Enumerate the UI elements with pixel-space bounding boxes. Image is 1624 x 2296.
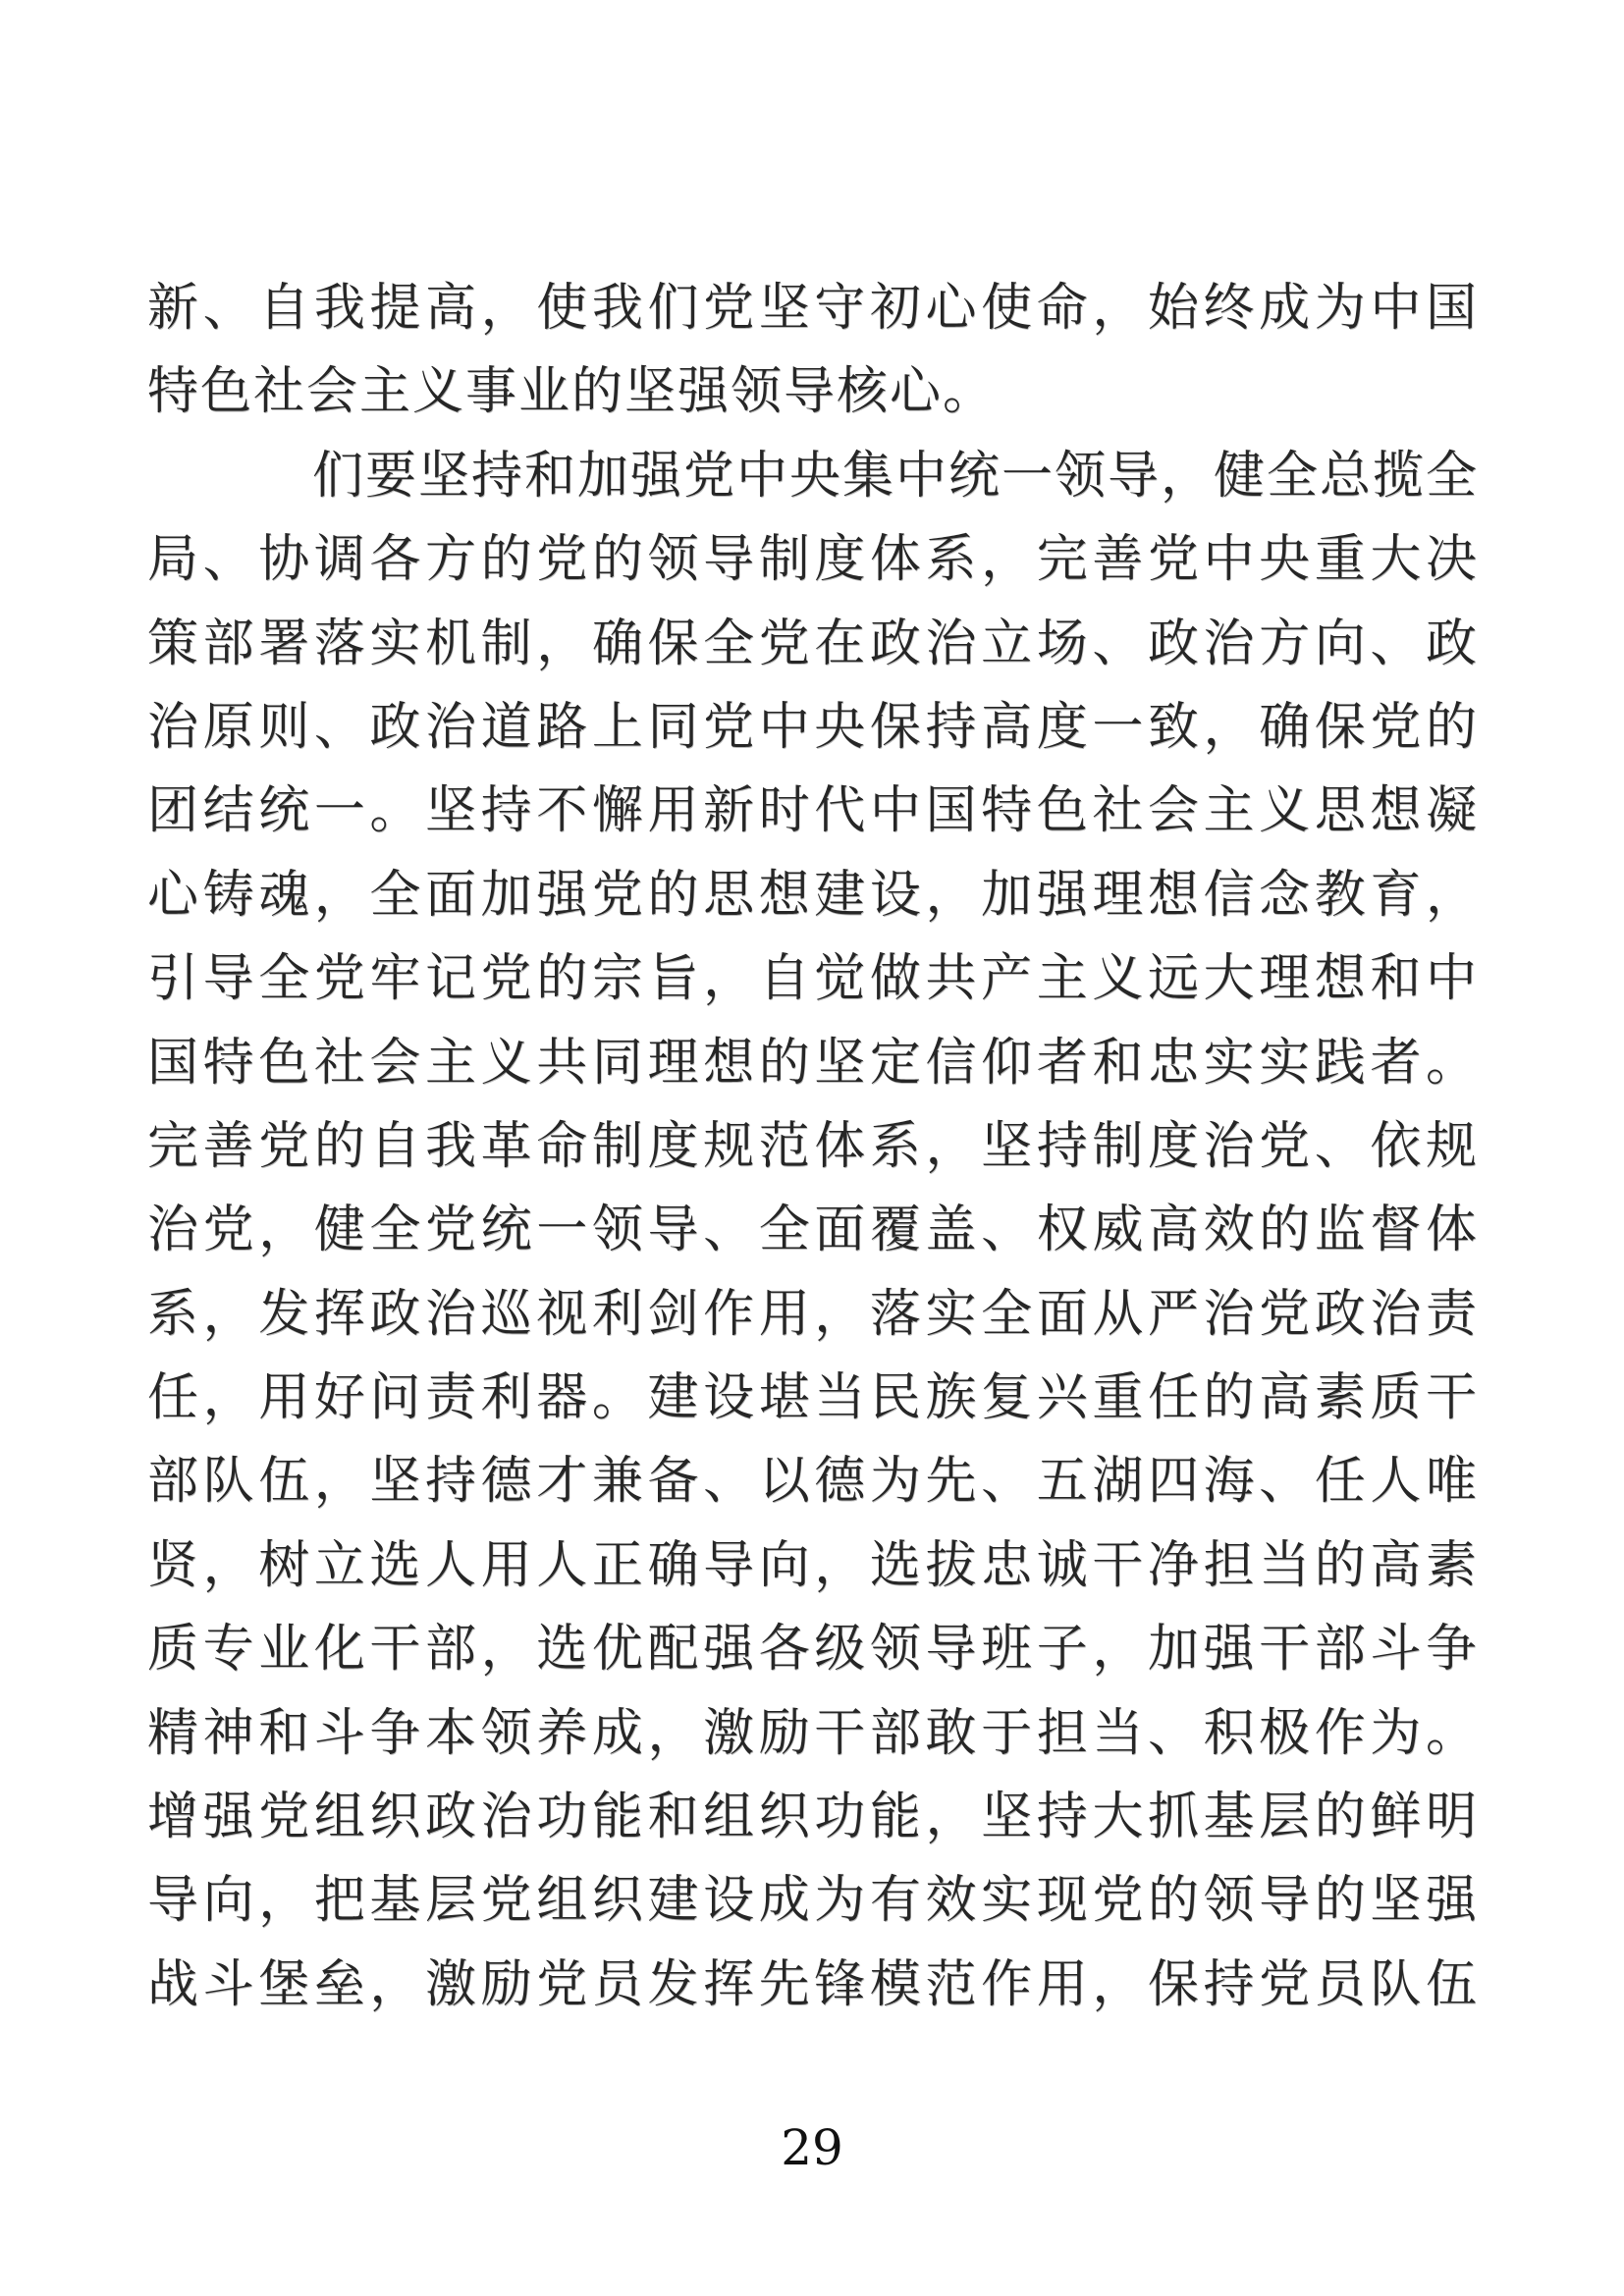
text-line: 治原则、政治道路上同党中央保持高度一致，确保党的 xyxy=(147,697,1479,757)
text-line: 引导全党牢记党的宗旨，自觉做共产主义远大理想和中 xyxy=(147,949,1479,1009)
text-line: 们要坚持和加强党中央集中统一领导，健全总揽全 xyxy=(312,446,1480,506)
text-line: 任，用好问责利器。建设堪当民族复兴重任的高素质干 xyxy=(147,1368,1479,1428)
text-line: 国特色社会主义共同理想的坚定信仰者和忠实实践者。 xyxy=(147,1033,1479,1093)
text-line: 局、协调各方的党的领导制度体系，完善党中央重大决 xyxy=(147,530,1479,590)
text-line: 完善党的自我革命制度规范体系，坚持制度治党、依规 xyxy=(147,1116,1479,1176)
text-line: 导向，把基层党组织建设成为有效实现党的领导的坚强 xyxy=(147,1871,1479,1931)
text-line: 贤，树立选人用人正确导向，选拔忠诚干净担当的高素 xyxy=(147,1535,1479,1595)
text-line: 增强党组织政治功能和组织功能，坚持大抓基层的鲜明 xyxy=(147,1788,1479,1847)
page-number: 29 xyxy=(781,2119,843,2176)
text-line: 系，发挥政治巡视利剑作用，落实全面从严治党政治责 xyxy=(147,1284,1479,1344)
body-text xyxy=(147,267,1479,2027)
text-line: 部队伍，坚持德才兼备、以德为先、五湖四海、任人唯 xyxy=(147,1452,1479,1512)
text-line: 治党，健全党统一领导、全面覆盖、权威高效的监督体 xyxy=(147,1201,1479,1260)
text-line: 精神和斗争本领养成，激励干部敢于担当、积极作为。 xyxy=(147,1703,1479,1763)
text-line: 质专业化干部，选优配强各级领导班子，加强干部斗争 xyxy=(147,1620,1479,1680)
text-line: 特色社会主义事业的坚强领导核心。 xyxy=(147,362,997,422)
text-line: 策部署落实机制，确保全党在政治立场、政治方向、政 xyxy=(147,614,1479,673)
text-line: 战斗堡垒，激励党员发挥先锋模范作用，保持党员队伍 xyxy=(147,1954,1479,2014)
text-line: 新、自我提高，使我们党坚守初心使命，始终成为中国 xyxy=(147,279,1479,338)
text-line: 团结统一。坚持不懈用新时代中国特色社会主义思想凝 xyxy=(147,781,1479,841)
text-line: 心铸魂，全面加强党的思想建设，加强理想信念教育， xyxy=(147,865,1479,925)
